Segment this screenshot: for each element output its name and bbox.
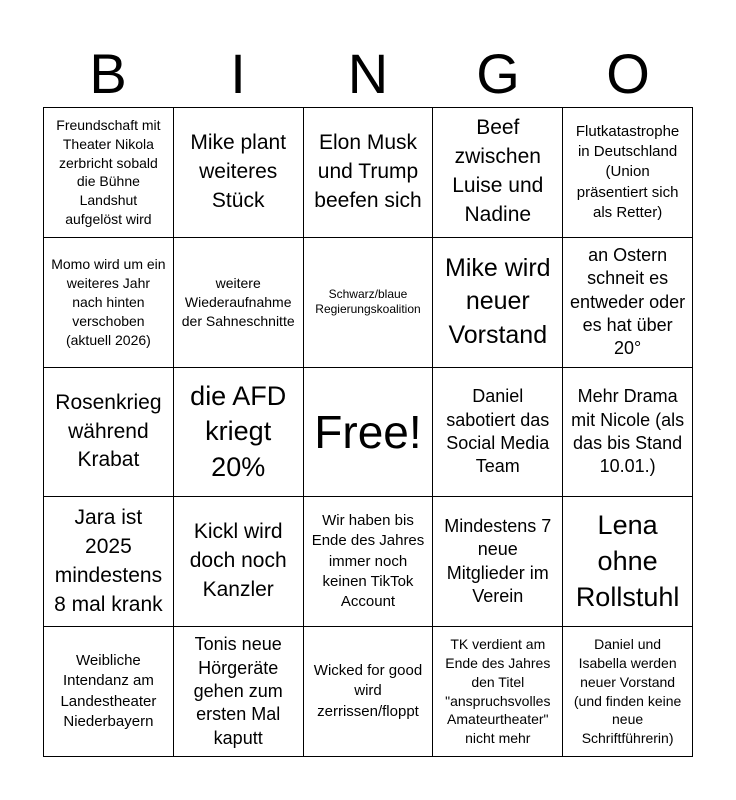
bingo-cell-r1c4: Beef zwischen Luise und Nadine: [433, 108, 563, 238]
bingo-cell-r5c2: Tonis neue Hörgeräte gehen zum ersten Mal kaputt: [174, 627, 304, 757]
bingo-header: [43, 40, 693, 108]
bingo-cell-r4c5: Lena ohne Rollstuhl: [563, 497, 693, 627]
bingo-cell-r2c5: an Ostern schneit es entweder oder es hat über 20°: [563, 238, 693, 368]
bingo-cell-r1c1: Freundschaft mit Theater Nikola zerbricht sobald die Bühne Landshut aufgelöst wird: [44, 108, 174, 238]
bingo-cell-r1c5: Flutkatastrophe in Deutschland (Union präsentiert sich als Retter): [563, 108, 693, 238]
header-letter-n: N: [347, 42, 389, 105]
bingo-cell-r3c1: Rosenkrieg während Krabat: [44, 368, 174, 498]
bingo-cell-r3c5: Mehr Drama mit Nicole (als das bis Stand 10.01.): [563, 368, 693, 498]
header-letter-i: I: [230, 42, 246, 105]
bingo-cell-r4c3: Wir haben bis Ende des Jahres immer noch keinen TikTok Account: [304, 497, 434, 627]
bingo-cell-r4c4: Mindestens 7 neue Mitglieder im Verein: [433, 497, 563, 627]
bingo-cell-r4c1: Jara ist 2025 mindestens 8 mal krank: [44, 497, 174, 627]
header-letter-b: B: [89, 42, 127, 105]
header-letter-g: G: [476, 42, 520, 105]
bingo-cell-r5c5: Daniel und Isabella werden neuer Vorstand (und finden keine neue Schriftführerin): [563, 627, 693, 757]
bingo-cell-r5c3: Wicked for good wird zerrissen/floppt: [304, 627, 434, 757]
header-letter-o: O: [606, 42, 650, 105]
bingo-cell-r2c2: weitere Wiederaufnahme der Sahneschnitte: [174, 238, 304, 368]
bingo-cell-r4c2: Kickl wird doch noch Kanzler: [174, 497, 304, 627]
bingo-board: [43, 107, 693, 757]
bingo-cell-r2c4: Mike wird neuer Vorstand: [433, 238, 563, 368]
bingo-cell-r1c2: Mike plant weiteres Stück: [174, 108, 304, 238]
bingo-cell-r3c2: die AFD kriegt 20%: [174, 368, 304, 498]
bingo-free-space: Free!: [304, 368, 434, 498]
bingo-cell-r5c1: Weibliche Intendanz am Landestheater Niederbayern: [44, 627, 174, 757]
bingo-cell-r1c3: Elon Musk und Trump beefen sich: [304, 108, 434, 238]
bingo-cell-r2c1: Momo wird um ein weiteres Jahr nach hinten verschoben (aktuell 2026): [44, 238, 174, 368]
bingo-cell-r5c4: TK verdient am Ende des Jahres den Titel "anspruchsvolles Amateurtheater" nicht mehr: [433, 627, 563, 757]
bingo-cell-r2c3: Schwarz/blaue Regierungskoalition: [304, 238, 434, 368]
bingo-cell-r3c4: Daniel sabotiert das Social Media Team: [433, 368, 563, 498]
